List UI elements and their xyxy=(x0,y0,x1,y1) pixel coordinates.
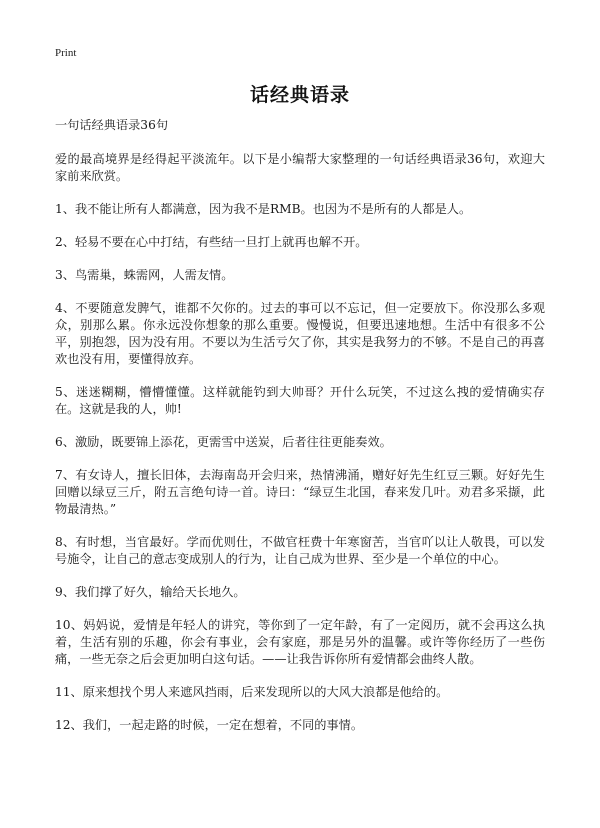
quote-item: 12、我们，一起走路的时候，一定在想着，不同的事情。 xyxy=(55,718,364,732)
page-title: 话经典语录 xyxy=(249,84,350,106)
quote-item: 11、原来想找个男人来遮风挡雨，后来发现所以的大风大浪都是他给的。 xyxy=(55,685,449,699)
quote-item: 10、妈妈说，爱情是年轻人的讲究，等你到了一定年龄，有了一定阅历，就不会再这么执着，生活有别的乐趣，你会有事业，会有家庭，那是另外的温馨。或许等你经历了一些伤痛，一些无奈之后会更加明白这句话。——让我告诉你所有爱情都会曲终人散。 xyxy=(55,618,545,666)
quote-item: 3、鸟需巢，蛛需网，人需友情。 xyxy=(55,268,234,282)
article-body xyxy=(55,117,545,750)
quote-item: 4、不要随意发脾气，谁都不欠你的。过去的事可以不忘记，但一定要放下。你没那么多观众，别那么累。你永远没你想象的那么重要。慢慢说，但要迅速地想。生活中有很多不公平，别抱怨，因为没有用。不要以为生活亏欠了你，其实是我努力的不够。不是自己的再喜欢也没有用，要懂得放弃。 xyxy=(55,301,545,366)
quote-item: 7、有女诗人，擅长旧体，去海南岛开会归来，热情沸涌，赠好好先生红豆三颗。好好先生回赠以绿豆三斤，附五言绝句诗一首。诗曰：“绿豆生北国，春来发几叶。劝君多采撷，此物最清热。” xyxy=(55,468,545,516)
quote-item: 8、有时想，当官最好。学而优则仕，不做官枉费十年寒窗苦，当官吖以让人敬畏，可以发号施令，让自己的意志变成别人的行为，让自己成为世界、至少是一个单位的中心。 xyxy=(55,535,545,566)
quote-item: 9、我们撑了好久，输给天长地久。 xyxy=(55,585,246,599)
print-label: Print xyxy=(55,47,77,59)
quote-item: 1、我不能让所有人都满意，因为我不是RMB。也因为不是所有的人都是人。 xyxy=(55,202,472,216)
intro-paragraph: 爱的最高境界是经得起平淡流年。以下是小编帮大家整理的一句话经典语录36句，欢迎大家前来欣赏。 xyxy=(55,152,545,183)
quote-item: 2、轻易不要在心中打结，有些结一旦打上就再也解不开。 xyxy=(55,235,368,249)
article-subtitle: 一句话经典语录36句 xyxy=(55,118,169,132)
quote-item: 5、迷迷糊糊，懵懵懂懂。这样就能钓到大帅哥？开什么玩笑，不过这么拽的爱情确实存在。这就是我的人，帅! xyxy=(55,385,545,416)
quote-item: 6、激励，既要锦上添花，更需雪中送炭，后者往往更能奏效。 xyxy=(55,435,392,449)
